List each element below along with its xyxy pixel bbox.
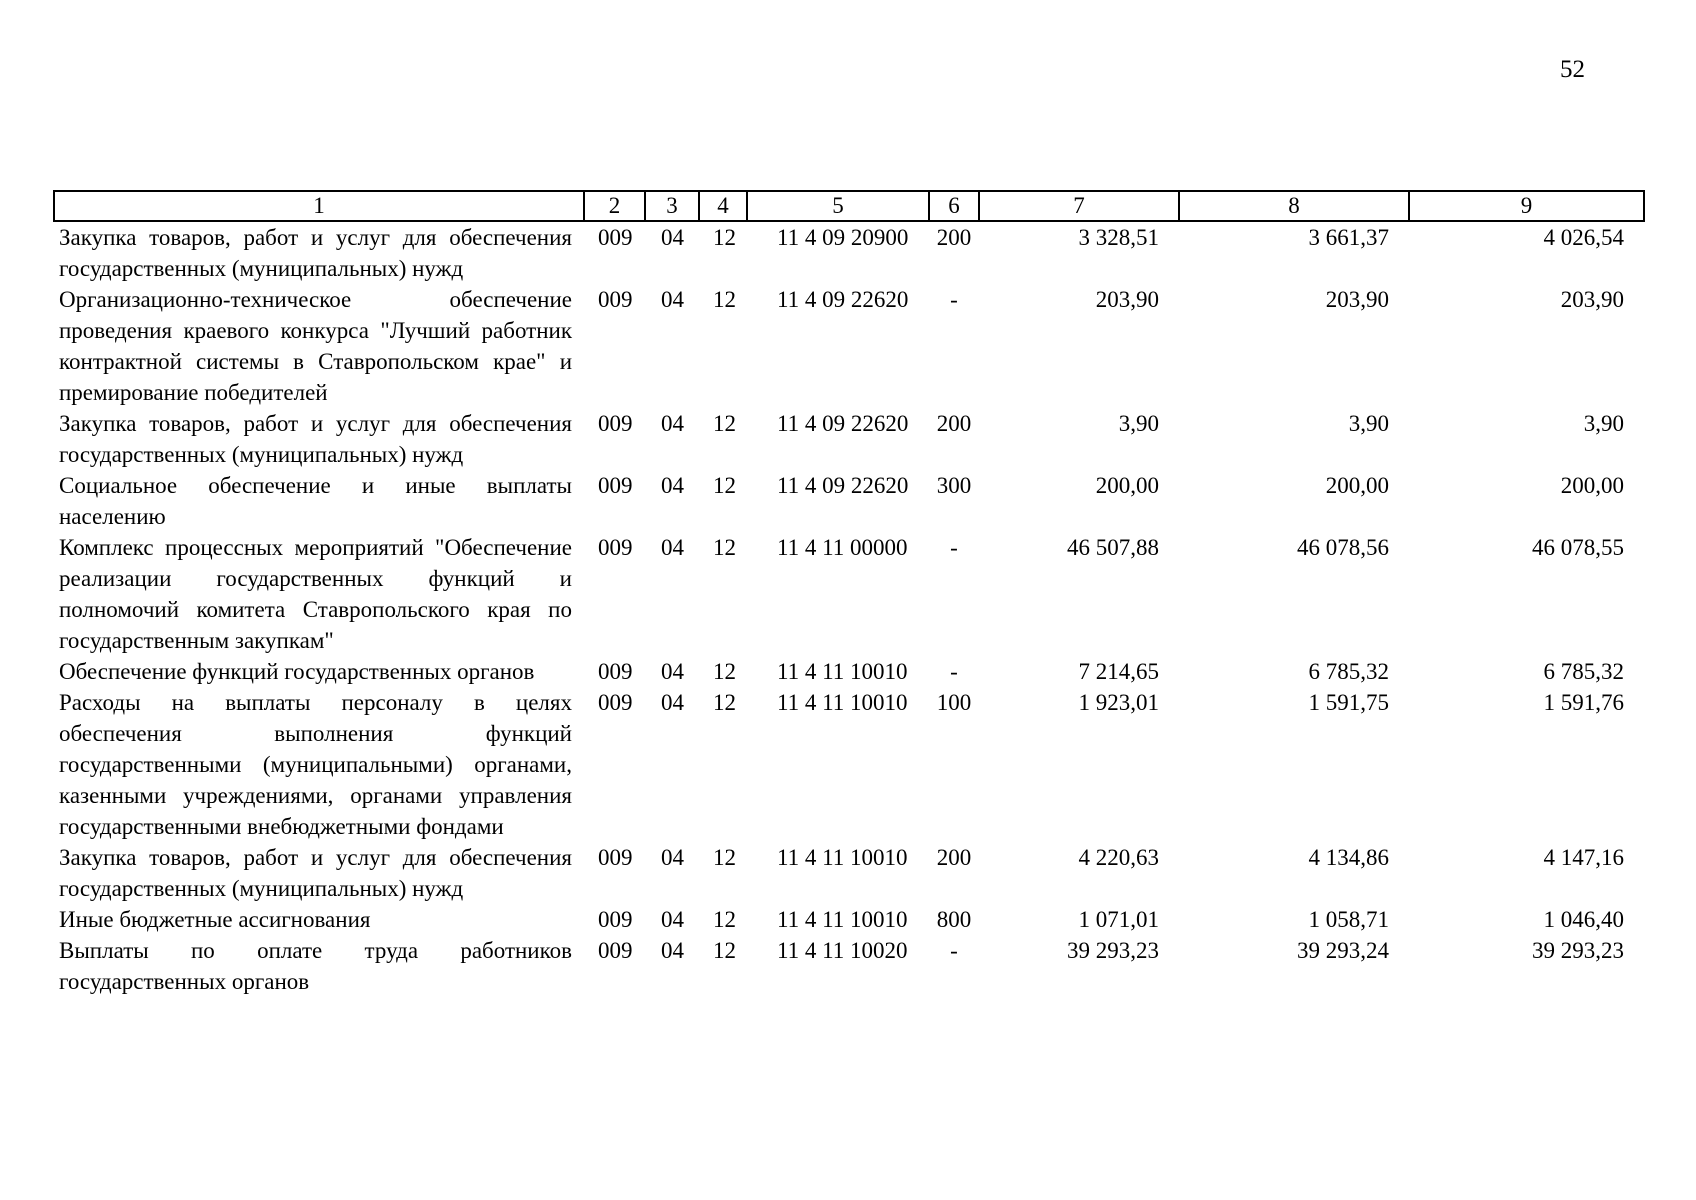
table-row	[54, 842, 1644, 904]
column-header-4: 4	[699, 191, 747, 221]
row-name: Закупка товаров, работ и услуг для обеспечения государственных (муниципальных) нужд	[59, 845, 572, 901]
row-code-2: 009	[598, 535, 633, 560]
table-row	[54, 687, 1644, 842]
row-code-4: 12	[713, 907, 736, 932]
row-amount-7: 46 507,88	[1067, 535, 1159, 560]
column-header-1: 1	[54, 191, 584, 221]
column-header-2: 2	[584, 191, 645, 221]
row-code-2: 009	[598, 845, 633, 870]
column-header-5: 5	[747, 191, 929, 221]
row-amount-9: 4 147,16	[1543, 845, 1624, 870]
row-code-5: 11 4 09 22620	[777, 473, 909, 498]
table-header-row	[54, 191, 1644, 221]
row-name: Организационно-техническое обеспечение проведения краевого конкурса "Лучший работник контрактной системы в Ставропольском крае" и премирование победителей	[59, 287, 572, 405]
row-amount-7: 4 220,63	[1078, 845, 1159, 870]
row-code-6: 200	[936, 411, 972, 436]
row-code-6: 200	[936, 225, 972, 250]
row-amount-8: 4 134,86	[1308, 845, 1389, 870]
row-amount-7: 1 071,01	[1078, 907, 1159, 932]
table-row	[54, 656, 1644, 687]
table-row	[54, 408, 1644, 470]
row-amount-8: 3,90	[1348, 411, 1389, 436]
row-name: Иные бюджетные ассигнования	[59, 907, 371, 932]
row-amount-8: 1 058,71	[1308, 907, 1389, 932]
budget-table	[53, 190, 1645, 997]
row-code-3: 04	[661, 473, 684, 498]
table-row	[54, 935, 1644, 997]
row-code-6: -	[950, 938, 958, 963]
row-code-2: 009	[598, 287, 633, 312]
column-header-7: 7	[979, 191, 1179, 221]
table-row	[54, 904, 1644, 935]
column-header-8: 8	[1179, 191, 1409, 221]
row-code-4: 12	[713, 690, 736, 715]
row-code-4: 12	[713, 225, 736, 250]
row-amount-8: 203,90	[1325, 287, 1389, 312]
row-amount-8: 6 785,32	[1308, 659, 1389, 684]
row-code-4: 12	[713, 287, 736, 312]
row-code-4: 12	[713, 845, 736, 870]
table-row	[54, 284, 1644, 408]
table-row	[54, 221, 1644, 284]
column-header-9: 9	[1409, 191, 1644, 221]
row-code-2: 009	[598, 473, 633, 498]
row-amount-9: 1 591,76	[1543, 690, 1624, 715]
table-row	[54, 532, 1644, 656]
row-code-3: 04	[661, 845, 684, 870]
row-code-5: 11 4 11 10010	[777, 690, 908, 715]
row-amount-9: 200,00	[1560, 473, 1624, 498]
row-code-5: 11 4 11 10010	[777, 907, 908, 932]
row-amount-7: 203,90	[1095, 287, 1159, 312]
row-amount-9: 39 293,23	[1532, 938, 1624, 963]
row-code-5: 11 4 11 10010	[777, 845, 908, 870]
row-code-3: 04	[661, 690, 684, 715]
row-amount-9: 6 785,32	[1543, 659, 1624, 684]
row-name: Закупка товаров, работ и услуг для обеспечения государственных (муниципальных) нужд	[59, 225, 572, 281]
row-code-6: -	[950, 535, 958, 560]
row-code-3: 04	[661, 225, 684, 250]
row-code-4: 12	[713, 535, 736, 560]
row-amount-8: 46 078,56	[1297, 535, 1389, 560]
row-amount-7: 1 923,01	[1078, 690, 1159, 715]
row-code-4: 12	[713, 411, 736, 436]
row-code-4: 12	[713, 659, 736, 684]
row-amount-7: 39 293,23	[1067, 938, 1159, 963]
row-code-3: 04	[661, 938, 684, 963]
row-code-2: 009	[598, 659, 633, 684]
row-name: Социальное обеспечение и иные выплаты населению	[59, 473, 572, 529]
row-name: Комплекс процессных мероприятий "Обеспечение реализации государственных функций и полномочий комитета Ставропольского края по государственным закупкам"	[59, 535, 572, 653]
row-amount-9: 46 078,55	[1532, 535, 1624, 560]
page-number: 52	[1560, 56, 1585, 83]
row-amount-7: 7 214,65	[1078, 659, 1159, 684]
row-code-3: 04	[661, 287, 684, 312]
row-code-3: 04	[661, 535, 684, 560]
row-name: Закупка товаров, работ и услуг для обеспечения государственных (муниципальных) нужд	[59, 411, 572, 467]
row-amount-7: 200,00	[1095, 473, 1159, 498]
row-amount-8: 1 591,75	[1308, 690, 1389, 715]
row-code-3: 04	[661, 411, 684, 436]
row-code-3: 04	[661, 907, 684, 932]
row-amount-8: 200,00	[1325, 473, 1389, 498]
row-code-5: 11 4 09 22620	[777, 411, 909, 436]
row-amount-8: 3 661,37	[1308, 225, 1389, 250]
row-name: Расходы на выплаты персоналу в целях обеспечения выполнения функций государственными (муниципальными) органами, казенными учреждениями, органами управления государственными внебюджетными фондами	[59, 690, 572, 839]
row-code-4: 12	[713, 473, 736, 498]
row-name: Обеспечение функций государственных органов	[59, 659, 535, 684]
row-code-6: 100	[936, 690, 972, 715]
column-header-3: 3	[645, 191, 699, 221]
row-code-6: 800	[936, 907, 972, 932]
row-code-5: 11 4 11 10020	[777, 938, 908, 963]
row-code-5: 11 4 09 22620	[777, 287, 909, 312]
row-code-2: 009	[598, 938, 633, 963]
row-amount-8: 39 293,24	[1297, 938, 1389, 963]
column-header-6: 6	[929, 191, 979, 221]
row-code-6: 200	[936, 845, 972, 870]
table-row	[54, 470, 1644, 532]
row-code-6: -	[950, 659, 958, 684]
row-amount-7: 3 328,51	[1078, 225, 1159, 250]
row-code-2: 009	[598, 907, 633, 932]
row-code-6: 300	[936, 473, 972, 498]
row-code-4: 12	[713, 938, 736, 963]
row-amount-7: 3,90	[1118, 411, 1159, 436]
row-amount-9: 4 026,54	[1543, 225, 1624, 250]
row-code-2: 009	[598, 411, 633, 436]
row-amount-9: 3,90	[1583, 411, 1624, 436]
row-code-5: 11 4 11 10010	[777, 659, 908, 684]
row-name: Выплаты по оплате труда работников государственных органов	[59, 938, 572, 994]
row-amount-9: 1 046,40	[1543, 907, 1624, 932]
row-code-2: 009	[598, 225, 633, 250]
row-code-5: 11 4 11 00000	[777, 535, 908, 560]
row-amount-9: 203,90	[1560, 287, 1624, 312]
row-code-2: 009	[598, 690, 633, 715]
row-code-3: 04	[661, 659, 684, 684]
row-code-6: -	[950, 287, 958, 312]
row-code-5: 11 4 09 20900	[777, 225, 909, 250]
